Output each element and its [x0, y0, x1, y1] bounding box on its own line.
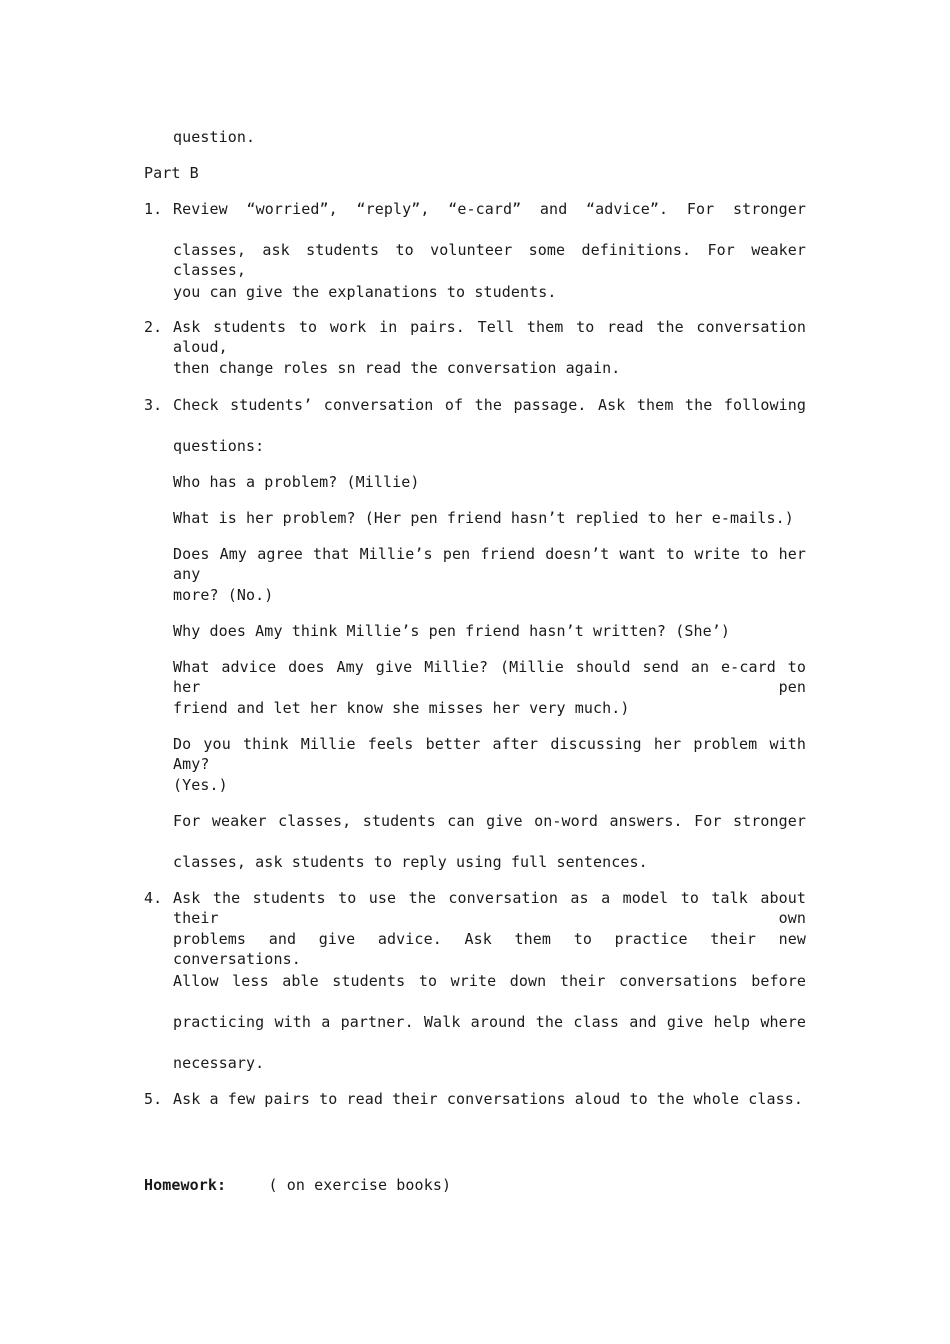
item-number: 2. [144, 318, 163, 336]
item-line: questions: [173, 437, 265, 455]
item-line: What is her problem? (Her pen friend hasn’t replied to her e-mails.) [173, 509, 794, 527]
item-number: 3. [144, 396, 163, 414]
item-line: Ask a few pairs to read their conversations aloud to the whole class. [173, 1090, 804, 1108]
item-line: classes, ask students to reply using full sentences. [173, 853, 648, 871]
item-line: What advice does Amy give Millie? (Millie should send an e-card to her pen [173, 658, 806, 696]
item-line: practicing with a partner. Walk around the class and give help where [173, 1013, 806, 1031]
intro-line: question. [173, 128, 256, 146]
item-line: problems and give advice. Ask them to practice their new conversations. [173, 930, 806, 968]
item-line: Do you think Millie feels better after discussing her problem with Amy? [173, 735, 806, 773]
item-line: Review “worried”, “reply”, “e-card” and “advice”. For stronger [173, 200, 806, 218]
item-line: Check students’ conversation of the passage. Ask them the following [173, 396, 806, 414]
item-line: Ask students to work in pairs. Tell them to read the conversation aloud, [173, 318, 806, 356]
homework-text: ( on exercise books) [268, 1176, 452, 1194]
homework-label: Homework: [144, 1176, 227, 1194]
item-line: more? (No.) [173, 586, 274, 604]
item-number: 1. [144, 200, 163, 218]
item-line: then change roles sn read the conversation again. [173, 359, 621, 377]
item-line: (Yes.) [173, 776, 228, 794]
item-line: necessary. [173, 1054, 265, 1072]
part-heading: Part B [144, 164, 199, 182]
item-line: Who has a problem? (Millie) [173, 473, 420, 491]
item-number: 5. [144, 1090, 163, 1108]
homework-line [144, 1175, 451, 1195]
item-number: 4. [144, 889, 163, 907]
item-line: For weaker classes, students can give on-word answers. For stronger [173, 812, 806, 830]
item-line: Ask the students to use the conversation as a model to talk about their own [173, 889, 806, 927]
item-line: friend and let her know she misses her very much.) [173, 699, 630, 717]
item-line: you can give the explanations to students. [173, 283, 557, 301]
item-line: classes, ask students to volunteer some definitions. For weaker classes, [173, 241, 806, 279]
item-line: Does Amy agree that Millie’s pen friend doesn’t want to write to her any [173, 545, 806, 583]
item-line: Allow less able students to write down their conversations before [173, 972, 806, 990]
item-line: Why does Amy think Millie’s pen friend hasn’t written? (She’) [173, 622, 730, 640]
